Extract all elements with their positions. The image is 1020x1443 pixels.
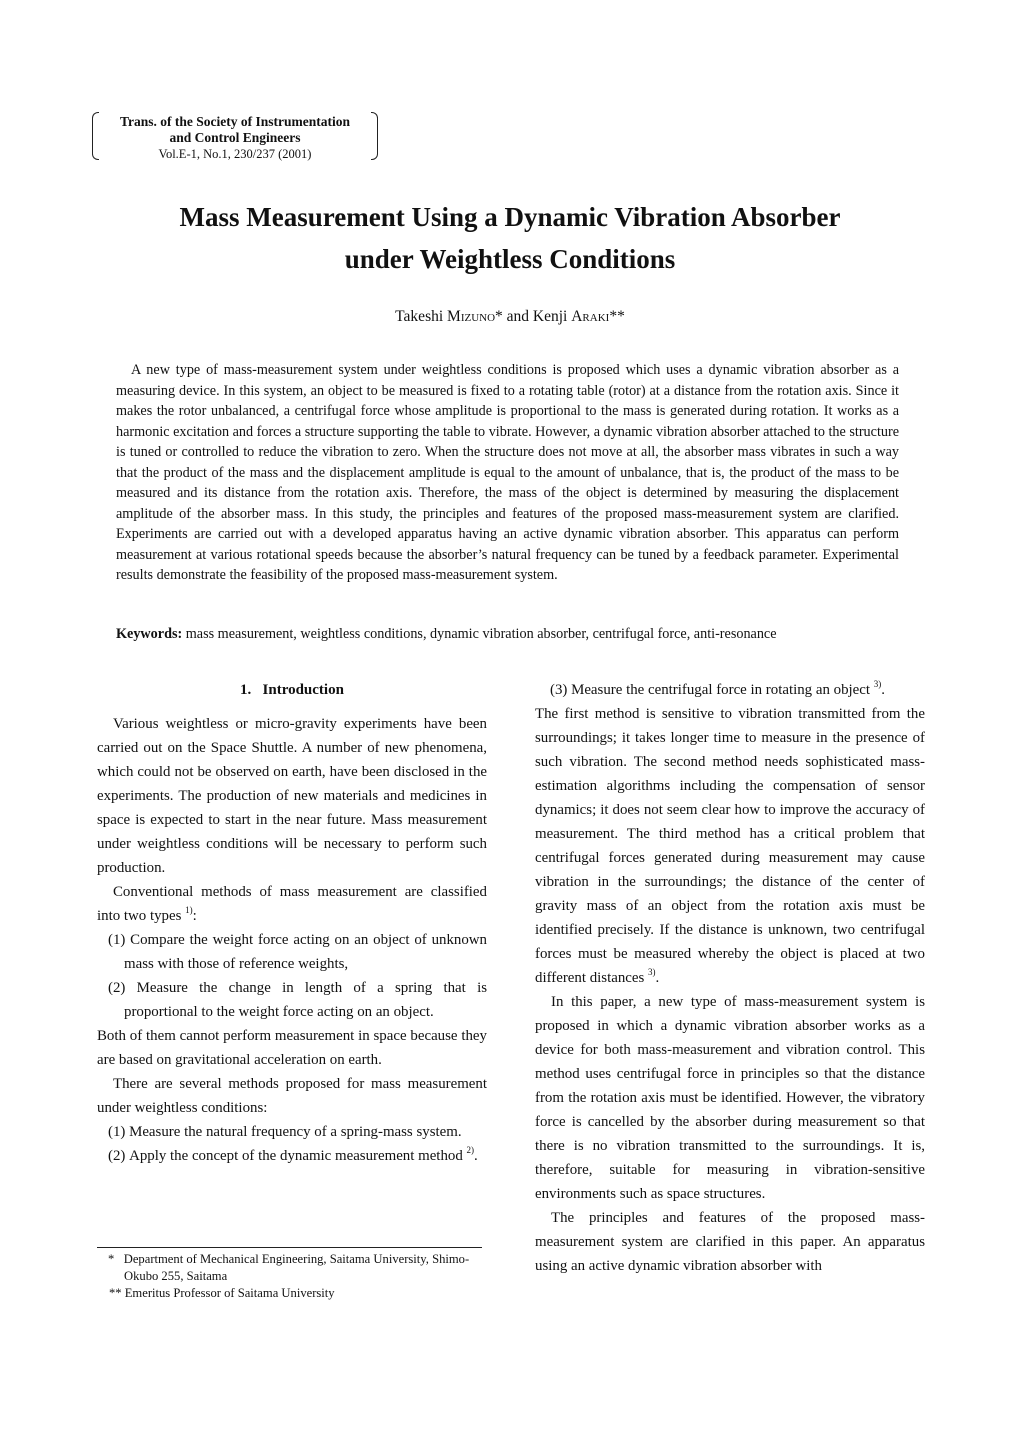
footnotes — [97, 1251, 487, 1302]
abstract: A new type of mass-measurement system under weightless conditions is proposed which uses a dynamic vibration absorber as a measuring device. In this system, an object to be measured is fixed to a rotating table (rotor) at a distance from the rotation axis. Since it makes the rotor unbalanced, a centrifugal force whose amplitude is proportional to the mass is generated during rotation. It works as a harmonic excitation and forces a structure supporting the table to vibrate. However, a dynamic vibration absorber attached to the structure is tuned or controlled to reduce the vibration to zero. When the structure does not move at all, the absorber mass vibrates in such a way that the product of the mass and the displacement amplitude is equal to the amount of unbalance, that is, the product of the mass to be measured and its distance from the rotation axis. Therefore, the mass of the object is determined by measuring the displacement amplitude of the absorber mass. In this study, the principles and features of the proposed mass-measurement system are clarified. Experiments are carried out with a developed apparatus having an active dynamic vibration absorber. This apparatus can perform measurement at various rotational speeds because the absorber’s natural frequency can be tuned by a feedback parameter. Experimental results demonstrate the feasibility of the proposed mass-measurement system. — [116, 362, 900, 583]
authors — [0, 308, 1020, 326]
list-item-text: (2) Apply the concept of the dynamic measurement method — [108, 1148, 467, 1164]
title-line2: under Weightless Conditions — [344, 244, 676, 274]
list-item: (2) Measure the change in length of a spring that is proportional to the weight force acting on an object. — [108, 980, 487, 1020]
intro-paragraph-3: Both of them cannot perform measurement in space because they are based on gravitational acceleration on earth. — [97, 1028, 487, 1068]
intro-paragraph-5-end: . — [655, 970, 660, 986]
intro-paragraph-5 — [535, 702, 925, 990]
list-item-text: (3) Measure the centrifugal force in rotating an object — [550, 682, 874, 698]
journal-volume: Vol.E-1, No.1, 230/237 (2001) — [158, 147, 312, 161]
list-item — [535, 678, 925, 702]
list-item-end: . — [881, 682, 885, 698]
paper-title — [0, 196, 1020, 280]
journal-name-line2: and Control Engineers — [169, 130, 301, 145]
intro-paragraph-5-text: The first method is sensitive to vibration transmitted from the surroundings; it takes longer time to measure in the presence of such vibration. The second method needs sophisticated mass-estimation algorithms including the compensation of sensor dynamics; it does not seem clear how to improve the accuracy of measurement. The third method has a critical problem that centrifugal forces generated during measurement may cause vibration in the surroundings; the distance of the center of gravity mass of an object from the rotation axis must be identified precisely. If the distance is unknown, two centrifugal forces must be measured whereby the object is placed at two different distances — [535, 706, 925, 986]
intro-paragraph-2-end: : — [192, 908, 197, 924]
intro-paragraph-2 — [97, 880, 487, 928]
intro-paragraph-4: There are several methods proposed for mass measurement under weightless conditions: — [97, 1076, 487, 1116]
keywords-text: mass measurement, weightless conditions, dynamic vibration absorber, centrifugal force, anti-resonance — [182, 626, 777, 642]
journal-header — [92, 110, 378, 162]
list-item: (1) Measure the natural frequency of a spring-mass system. — [108, 1124, 462, 1140]
intro-paragraph-6: In this paper, a new type of mass-measurement system is proposed in which a dynamic vibration absorber works as a device for both mass-measurement and vibration control. This method uses centrifugal force in principles so that the distance from the rotation axis must be identified. However, the vibratory force is cancelled by the absorber during measurement so that there is no vibration transmitted to the surroundings. It is, therefore, suitable for measuring in vibration-sensitive environments such as space structures. — [535, 994, 925, 1202]
keywords-label: Keywords: — [116, 626, 183, 642]
authors-and: and Kenji — [502, 308, 572, 325]
intro-paragraph-2-text: Conventional methods of mass measurement are classified into two types — [97, 884, 487, 924]
left-column — [97, 678, 487, 1168]
author1-last: Mizuno — [447, 308, 496, 325]
reference-2: 2) — [466, 1145, 475, 1155]
reference-3b: 3) — [648, 967, 656, 977]
author2-mark: ** — [609, 308, 625, 325]
intro-paragraph-1: Various weightless or micro-gravity experiments have been carried out on the Space Shuttle. A number of new phenomena, which could not be observed on earth, have been disclosed in the experiments. The production of new materials and medicines in space is expected to start in the near future. Mass measurement under weightless conditions will be necessary to perform such production. — [97, 716, 487, 876]
right-column — [535, 678, 925, 1278]
keywords — [116, 626, 906, 643]
reference-1: 1) — [185, 905, 193, 915]
list-item — [97, 1144, 487, 1168]
author1-mark: * — [495, 308, 503, 325]
title-line1: Mass Measurement Using a Dynamic Vibration Absorber — [179, 202, 841, 232]
list-item: (1) Compare the weight force acting on an object of unknown mass with those of reference weights, — [108, 932, 487, 972]
journal-name-line1: Trans. of the Society of Instrumentation — [120, 114, 350, 129]
footnote-affiliation-1: * Department of Mechanical Engineering, Saitama University, Shimo-Okubo 255, Saitama — [108, 1252, 470, 1283]
intro-paragraph-7: The principles and features of the proposed mass-measurement system are clarified in this paper. An apparatus using an active dynamic vibration absorber with — [535, 1210, 925, 1274]
section-heading: 1. Introduction — [240, 682, 344, 698]
list-item-end: . — [474, 1148, 478, 1164]
footnote-rule — [97, 1247, 482, 1248]
footnote-affiliation-2: ** Emeritus Professor of Saitama University — [109, 1286, 335, 1300]
author2-last: Araki — [571, 308, 610, 325]
author1-first: Takeshi — [395, 308, 448, 325]
reference-3: 3) — [873, 679, 882, 689]
